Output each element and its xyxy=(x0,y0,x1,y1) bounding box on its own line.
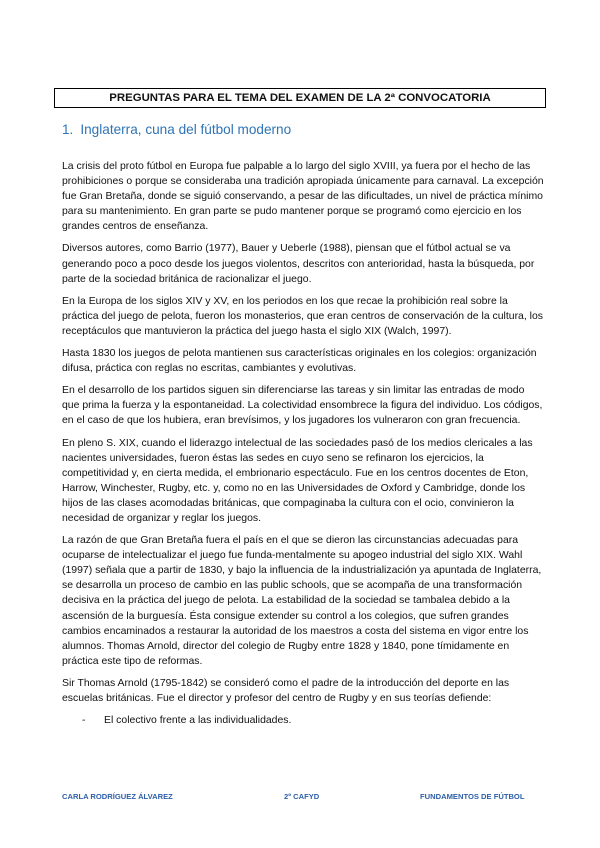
paragraph: Diversos autores, como Barrio (1977), Bauer y Ueberle (1988), piensan que el fútbol actual se va generando poco a poco desde los juegos violentos, descritos con anterioridad, hasta la búsqueda, por parte de la sociedad británica de racionalizar el juego. xyxy=(62,243,535,285)
footer-author: CARLA RODRÍGUEZ ÁLVAREZ xyxy=(62,792,173,801)
paragraph: En el desarrollo de los partidos siguen sin diferenciarse las tareas y sin limitar las entradas de modo que prima la fuerza y la espontaneidad. La colectividad ensombrece la figura del individuo. Los códigos, en el caso de que los hubiera, eran brevísimos, y los jugadores los vulneraron con gran frecuencia. xyxy=(62,385,543,427)
paragraph: La razón de que Gran Bretaña fuera el país en el que se dieron las circunstancias adecuadas para ocuparse de intelectualizar el juego fue funda-mentalmente su apogeo industrial del siglo XIX. Wahl (1997) señala que a partir de 1830, y bajo la influencia de la industrialización ya apuntada de Inglaterra, se desarrolla un proceso de cambio en las public schools, que se acompaña de una transformación decisiva en la práctica del juego de pelota. La estabilidad de la sociedad se tambalea debido a la ascensión de la burguesía. Ésta consigue extender su control a los colegios, que sufren grandes cambios encaminados a restaurar la autoridad de los maestros a costa del sistema en vigor entre los alumnos. Thomas Arnold, director del colegio de Rugby entre 1828 y 1840, pone tímidamente en práctica este tipo de reformas. xyxy=(62,535,542,667)
document-title-text: PREGUNTAS PARA EL TEMA DEL EXAMEN DE LA 2ª CONVOCATORIA xyxy=(109,92,491,104)
footer-subject: FUNDAMENTOS DE FÚTBOL xyxy=(420,792,525,801)
paragraph: Sir Thomas Arnold (1795-1842) se consideró como el padre de la introducción del deporte en las escuelas británicas. Fue el director y profesor del centro de Rugby y en sus teorías defiende: xyxy=(62,677,510,704)
section-number: 1. xyxy=(62,122,74,137)
list-item xyxy=(62,713,544,728)
document-body xyxy=(62,159,544,728)
list-item-text: El colectivo frente a las individualidades. xyxy=(104,715,292,727)
paragraph: En pleno S. XIX, cuando el liderazgo intelectual de las sociedades pasó de los medios clericales a las nacientes universidades, fueron éstas las sedes en cuyo seno se refinaron los ejercicios, la competitividad y, en cierta medida, el embrionario espectáculo. Fue en los centros docentes de Eton, Harrow, Winchester, Rugby, etc. y, como no en las Universidades de Oxford y Cambridge, donde los hijos de las clases acomodadas británicas, que compaginaba la cultura con el ocio, convinieron la necesidad de organizar y reglar los juegos. xyxy=(62,437,533,524)
page-footer xyxy=(0,792,600,806)
footer-course: 2º CAFYD xyxy=(284,792,320,801)
document-title xyxy=(54,88,546,108)
section-heading xyxy=(62,122,291,137)
paragraph: Hasta 1830 los juegos de pelota mantienen sus características originales en los colegios: organización difusa, práctica con reglas no escritas, cambiantes y evolutivas. xyxy=(62,348,537,375)
paragraph: La crisis del proto fútbol en Europa fue palpable a lo largo del siglo XVIII, ya fuera por el hecho de las prohibiciones o porque se consideraba una tradición apropiada únicamente para carnaval. La excepción fue Gran Bretaña, donde se siguió conservando, a pesar de las dificultades, un nivel de práctica mínimo para su mantenimiento. En gran parte se pudo mantener porque se programó como ejercicio en los grandes centros de enseñanza. xyxy=(62,161,544,233)
paragraph: En la Europa de los siglos XIV y XV, en los periodos en los que recae la prohibición real sobre la práctica del juego de pelota, fueron los monasterios, que eran centros de conservación de la cultura, los receptáculos que mantuvieron la práctica del juego hasta el siglo XIX (Walch, 1997). xyxy=(62,295,543,337)
section-heading-text: Inglaterra, cuna del fútbol moderno xyxy=(80,122,292,137)
bullet-dash: - xyxy=(82,715,86,727)
